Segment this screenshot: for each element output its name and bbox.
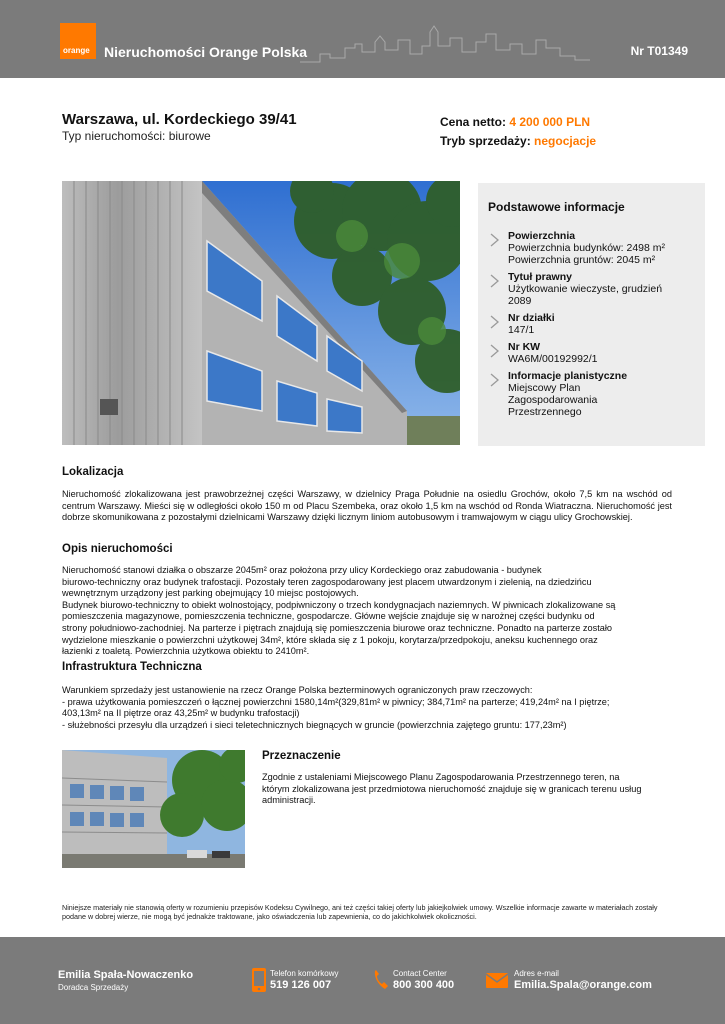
contact-footer	[0, 937, 725, 1024]
sale-mode	[440, 134, 596, 148]
info-label: Informacje planistyczne	[508, 370, 628, 382]
chevron-right-icon	[488, 373, 502, 387]
legal-disclaimer: Niniejsze materiały nie stanowią oferty w rozumieniu przepisów Kodeksu Cywilnego, ani też części takiej oferty lub jakiejkolwiek umowy. Wszelkie informacje zawarte w materiałach zostały podane w dobrej wierze, nie mogą być jednakże traktowane, jako oświadczenia lub zapewnienia, co do jakichkolwiek okoliczności.	[62, 903, 658, 922]
purpose-text: Zgodnie z ustaleniami Miejscowego Planu Zagospodarowania Przestrzennego teren, na którym zlokalizowana jest przedmiotowa nieruchomość znajduje się w granicach terenu usług administracji.	[262, 772, 642, 806]
info-item-kw-number	[488, 341, 698, 365]
description-line: Nieruchomość stanowi działka o obszarze 2045m² oraz położona przy ulicy Kordeckiego oraz zabudowania - budynek	[62, 565, 542, 575]
description-line: Budynek biurowo-techniczny to obiekt wolnostojący, podpiwniczony o trzech kondygnacjach naziemnych. W piwnicach zlokalizowane są	[62, 599, 616, 610]
section-title-purpose: Przeznaczenie	[262, 750, 341, 762]
info-item-planning	[488, 370, 698, 418]
info-value: WA6M/00192992/1	[508, 353, 598, 365]
mobile-phone-icon	[250, 967, 268, 993]
building-street-photo	[62, 750, 245, 868]
infrastructure-line: - prawa użytkowania pomieszczeń o łącznej powierzchni 1580,14m²(329,81m² w piwnicy; 384,71m² na parterze; 419,24m² na I piętrze;	[62, 696, 610, 707]
header-title: Nieruchomości Orange Polska	[104, 44, 308, 60]
info-label: Nr KW	[508, 341, 541, 353]
header-bar	[0, 0, 725, 78]
description-line: wewnętrznym urządzony jest parking obejmujący 10 miejsc postojowych.	[62, 588, 359, 599]
envelope-icon	[485, 967, 509, 993]
info-value: Zagospodarowania	[508, 394, 598, 406]
info-value: 2089	[508, 295, 532, 307]
city-skyline-graphic	[300, 24, 590, 64]
info-value: Przestrzennego	[508, 406, 582, 418]
section-title-description: Opis nieruchomości	[62, 543, 173, 555]
infrastructure-line: - służebności przesyłu dla urządzeń i sieci teletechnicznych biegnących w gruncie (powierzchnia zajętego gruntu: 177,23m²)	[62, 719, 567, 730]
description-text	[62, 565, 672, 658]
mobile-number[interactable]: 519 126 007	[270, 979, 332, 991]
description-line: łazienki z toaletą. Powierzchnia użytkowa obiektu to 2410m².	[62, 646, 310, 657]
orange-logo[interactable]	[60, 23, 96, 59]
info-value: 147/1	[508, 324, 535, 336]
info-value: Powierzchnia gruntów: 2045 m²	[508, 254, 656, 266]
chevron-right-icon	[488, 344, 502, 358]
mobile-label: Telefon komórkowy	[270, 969, 339, 978]
description-line: strony południowo-zachodniej. Na parterze i piętrach znajdują się pomieszczenia biurowe oraz techniczne. Ponadto na parterze zostało	[62, 622, 613, 633]
info-item-area	[488, 230, 698, 266]
info-item-legal-title	[488, 271, 698, 307]
info-value: Użytkowanie wieczyste, grudzień	[508, 283, 663, 295]
sale-mode-value: negocjacje	[534, 134, 597, 148]
email-address[interactable]: Emilia.Spala@orange.com	[514, 979, 652, 991]
building-photo	[62, 181, 460, 445]
infrastructure-line: 403,13m² na II piętrze oraz 43,25m² w budynku trafostacji)	[62, 708, 300, 719]
contact-center-number[interactable]: 800 300 400	[393, 979, 455, 991]
contact-center-label: Contact Center	[393, 969, 447, 978]
chevron-right-icon	[488, 233, 502, 247]
property-type: Typ nieruchomości: biurowe	[62, 129, 211, 143]
chevron-right-icon	[488, 274, 502, 288]
location-text: Nieruchomość zlokalizowana jest prawobrzeżnej części Warszawy, w dzielnicy Praga Południe na osiedlu Grochów, około 7,5 km na wschód od centrum Warszawy. Mieści się w odległości około 150 m od Placu Szembeka, oraz około 1,5 km na wschód od Ronda Wiatraczna. Nieruchomość jest dobrze skomunikowana z pozostałymi dzielnicami Warszawy dzięki licznym liniom autobusowym i tramwajowym w ciągu ulicy Grochowskiej.	[62, 489, 672, 523]
price	[440, 115, 590, 129]
description-line: wydzielone mieszkanie o powierzchni użytkowej 34m², które składa się z 1 pokoju, korytarza/przedpokoju, aneksu kuchennego oraz	[62, 634, 598, 645]
info-label: Tytuł prawny	[508, 271, 572, 283]
description-line: pomieszczenia magazynowe, pomieszczenia techniczne, gospodarcze. Główne wejście znajduje się w narożnej części budynku od	[62, 611, 595, 622]
info-label: Powierzchnia	[508, 230, 576, 242]
sale-mode-label: Tryb sprzedaży:	[440, 134, 531, 148]
section-title-infrastructure: Infrastruktura Techniczna	[62, 661, 202, 673]
chevron-right-icon	[488, 315, 502, 329]
basic-info-title: Podstawowe informacje	[488, 200, 625, 214]
infrastructure-text	[62, 685, 672, 731]
email-label: Adres e-mail	[514, 969, 559, 978]
property-title: Warszawa, ul. Kordeckiego 39/41	[62, 111, 297, 128]
contact-name: Emilia Spała-Nowaczenko	[58, 969, 194, 981]
logo-text: orange	[63, 46, 90, 55]
phone-handset-icon	[372, 967, 390, 993]
info-value: Powierzchnia budynków: 2498 m²	[508, 242, 665, 254]
section-title-location: Lokalizacja	[62, 466, 124, 478]
info-label: Nr działki	[508, 312, 555, 324]
info-item-plot-number	[488, 312, 698, 336]
infrastructure-line: Warunkiem sprzedaży jest ustanowienie na rzecz Orange Polska bezterminowych ograniczonych praw rzeczowych:	[62, 685, 533, 695]
info-value: Miejscowy Plan	[508, 382, 581, 394]
basic-info-panel	[478, 183, 705, 446]
price-label: Cena netto:	[440, 115, 506, 129]
contact-role: Doradca Sprzedaży	[58, 983, 129, 992]
price-value: 4 200 000 PLN	[509, 115, 591, 129]
offer-number: Nr T01349	[630, 44, 688, 58]
description-line: biurowo-techniczny oraz budynek trafostacji. Pozostały teren zagospodarowany jest placem utwardzonym i zielenią, na dziedzińcu	[62, 576, 592, 587]
